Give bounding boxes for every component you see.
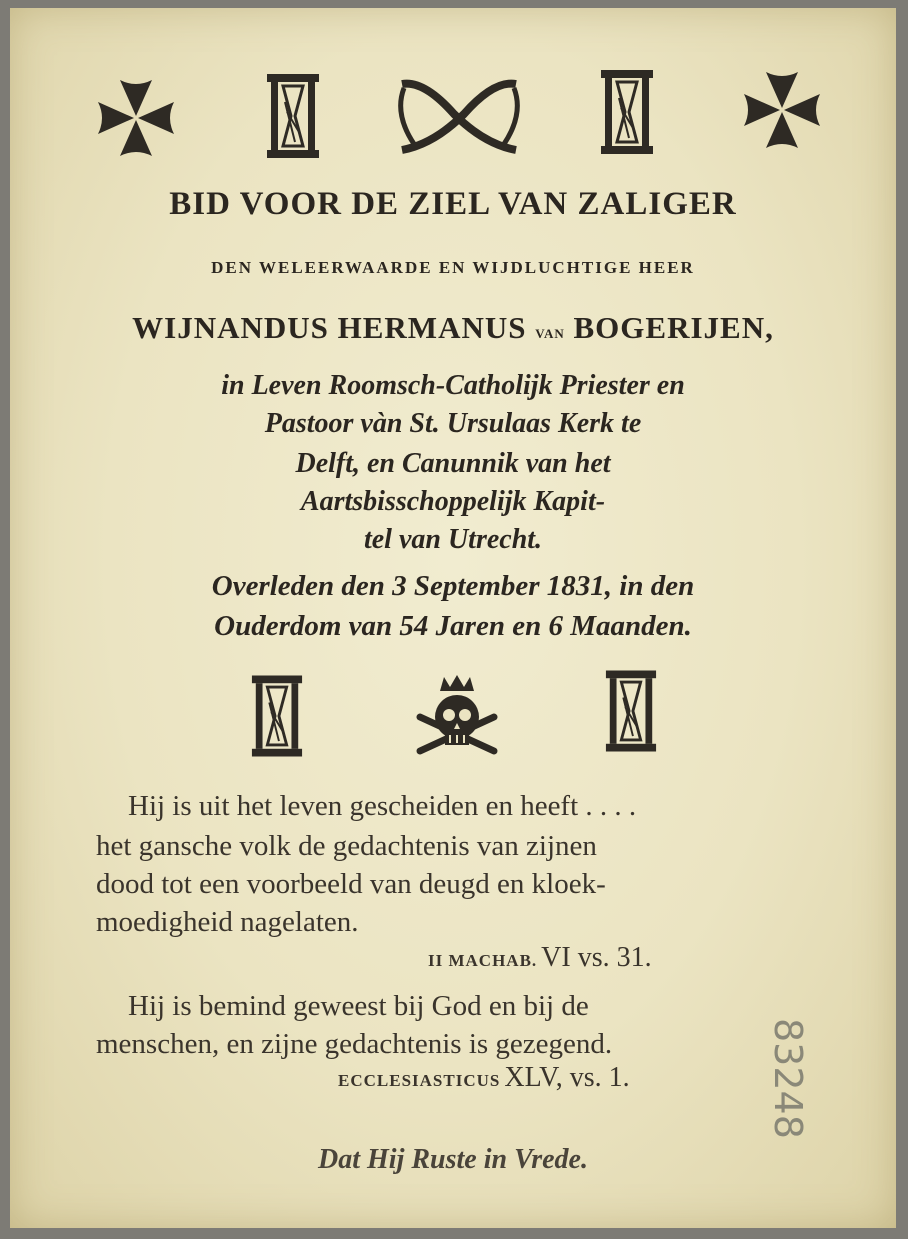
quote-line: Hij is uit het leven gescheiden en heeft . . . . xyxy=(128,790,637,822)
quote-line: moedigheid nagelaten. xyxy=(96,906,359,938)
reference-book: II MACHAB. xyxy=(428,951,538,970)
crossed-scythes-icon xyxy=(394,74,524,160)
hourglass-icon xyxy=(599,68,655,156)
reference-verse: VI vs. 31. xyxy=(541,942,652,973)
maltese-cross-icon xyxy=(740,68,824,152)
name-particle: van xyxy=(535,322,565,342)
hourglass-icon xyxy=(604,668,658,754)
memorial-card xyxy=(10,8,896,1228)
quote-line: het gansche volk de gedachtenis van zijnen xyxy=(96,830,597,862)
reference-book: ECCLESIASTICUS xyxy=(338,1071,501,1090)
quote-line: dood tot een voorbeeld van deugd en kloek- xyxy=(96,868,606,900)
hourglass-icon xyxy=(265,72,321,160)
name-first: WIJNANDUS HERMANUS xyxy=(132,310,527,345)
description-line: Pastoor vàn St. Ursulaas Kerk te xyxy=(264,408,642,439)
death-line: Overleden den 3 September 1831, in den xyxy=(211,570,695,602)
closing-prayer: Dat Hij Ruste in Vrede. xyxy=(318,1144,588,1175)
subheading: DEN WELEERWAARDE EN WIJDLUCHTIGE HEER xyxy=(211,258,695,277)
quote-line: menschen, en zijne gedachtenis is gezegend. xyxy=(96,1028,613,1060)
description-line: tel van Utrecht. xyxy=(363,524,543,555)
maltese-cross-icon xyxy=(94,76,178,160)
description-line: Delft, en Canunnik van het xyxy=(295,448,611,479)
quote-reference xyxy=(338,1062,630,1094)
reference-verse: XLV, vs. 1. xyxy=(504,1062,630,1093)
description-line: Aartsbisschoppelijk Kapit- xyxy=(300,486,606,517)
heading: BID VOOR DE ZIEL VAN ZALIGER xyxy=(169,186,737,222)
quote-line: Hij is bemind geweest bij God en bij de xyxy=(128,990,589,1022)
archive-number: 83248 xyxy=(766,1018,810,1139)
description-line: in Leven Roomsch-Catholijk Priester en xyxy=(221,370,685,401)
quote-reference xyxy=(428,942,652,974)
death-line: Ouderdom van 54 Jaren en 6 Maanden. xyxy=(214,610,692,642)
crowned-skull-icon xyxy=(412,673,502,759)
deceased-name xyxy=(10,310,896,346)
name-last: BOGERIJEN, xyxy=(573,310,774,345)
hourglass-icon xyxy=(250,673,304,759)
